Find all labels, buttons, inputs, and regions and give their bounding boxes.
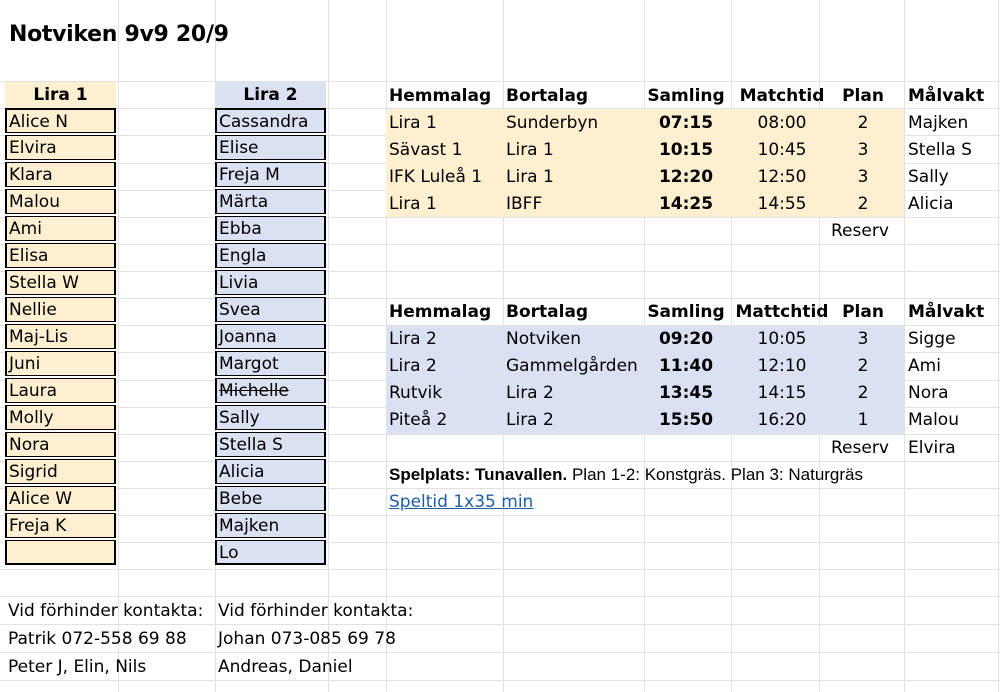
- playtime-link[interactable]: Speltid 1x35 min: [389, 492, 534, 512]
- col-keeper[interactable]: Målvakt: [908, 302, 985, 322]
- team1-header[interactable]: Lira 1: [5, 82, 116, 108]
- team1-reserve-label[interactable]: Reserv: [831, 221, 889, 241]
- venue-details: Plan 1-2: Konstgräs. Plan 3: Naturgräs: [567, 465, 863, 484]
- contact-right-person[interactable]: Johan 073-085 69 78: [218, 629, 396, 649]
- away-team-cell[interactable]: Lira 1: [506, 140, 554, 160]
- gather-time-cell[interactable]: 09:20: [658, 329, 714, 349]
- home-team-cell[interactable]: Lira 2: [389, 329, 437, 349]
- away-team-cell[interactable]: Sunderbyn: [506, 113, 599, 133]
- keeper-cell[interactable]: Nora: [908, 383, 949, 403]
- match-time-cell[interactable]: 12:10: [757, 356, 807, 376]
- keeper-cell[interactable]: Ami: [908, 356, 941, 376]
- team1-player-cell[interactable]: Nora: [5, 432, 116, 457]
- team2-roster: [215, 82, 326, 567]
- team1-player-cell[interactable]: Elisa: [5, 243, 116, 268]
- away-team-cell[interactable]: Lira 2: [506, 383, 554, 403]
- pitch-cell[interactable]: 2: [857, 194, 869, 214]
- team1-roster: [5, 82, 116, 567]
- team2-player-cell[interactable]: Freja M: [215, 162, 326, 187]
- contact-right-others[interactable]: Andreas, Daniel: [218, 657, 353, 677]
- gather-time-cell[interactable]: 07:15: [658, 113, 714, 133]
- match-time-cell[interactable]: 16:20: [757, 410, 807, 430]
- away-team-cell[interactable]: Notviken: [506, 329, 582, 349]
- pitch-cell[interactable]: 2: [857, 383, 869, 403]
- team2-player-cell[interactable]: Ebba: [215, 216, 326, 241]
- pitch-cell[interactable]: 3: [857, 167, 869, 187]
- team2-player-cell[interactable]: Livia: [215, 270, 326, 295]
- col-home[interactable]: Hemmalag: [389, 86, 492, 106]
- sheet-title[interactable]: Notviken 9v9 20/9: [9, 22, 229, 47]
- col-keeper[interactable]: Målvakt: [908, 86, 985, 106]
- home-team-cell[interactable]: Lira 2: [389, 356, 437, 376]
- home-team-cell[interactable]: Lira 1: [389, 113, 437, 133]
- away-team-cell[interactable]: Lira 2: [506, 410, 554, 430]
- team2-player-cell[interactable]: Sally: [215, 405, 326, 430]
- team2-player-cell[interactable]: Bebe: [215, 486, 326, 511]
- team2-player-cell[interactable]: Michelle: [215, 378, 326, 403]
- col-matchtime[interactable]: Matchtid: [739, 86, 825, 106]
- gather-time-cell[interactable]: 11:40: [658, 356, 714, 376]
- venue-info[interactable]: [389, 465, 863, 485]
- team1-player-cell[interactable]: Juni: [5, 351, 116, 376]
- keeper-cell[interactable]: Majken: [908, 113, 969, 133]
- away-team-cell[interactable]: Gammelgården: [506, 356, 638, 376]
- team2-player-cell[interactable]: Joanna: [215, 324, 326, 349]
- keeper-cell[interactable]: Stella S: [908, 140, 972, 160]
- pitch-cell[interactable]: 1: [857, 410, 869, 430]
- keeper-cell[interactable]: Sigge: [908, 329, 956, 349]
- venue-name: Spelplats: Tunavallen.: [389, 465, 568, 484]
- match-time-cell[interactable]: 08:00: [757, 113, 807, 133]
- team2-player-cell[interactable]: Margot: [215, 351, 326, 376]
- gather-time-cell[interactable]: 15:50: [658, 410, 714, 430]
- team2-player-cell[interactable]: Cassandra: [215, 108, 326, 133]
- team1-player-cell[interactable]: Alice N: [5, 108, 116, 133]
- team1-player-cell[interactable]: Nellie: [5, 297, 116, 322]
- gather-time-cell[interactable]: 10:15: [658, 140, 714, 160]
- col-gather[interactable]: Samling: [647, 86, 725, 106]
- team1-player-cell[interactable]: Maj-Lis: [5, 324, 116, 349]
- pitch-cell[interactable]: 3: [857, 140, 869, 160]
- match-time-cell[interactable]: 12:50: [757, 167, 807, 187]
- team2-reserve-name[interactable]: Elvira: [908, 438, 956, 458]
- team1-player-cell[interactable]: Laura: [5, 378, 116, 403]
- keeper-cell[interactable]: Malou: [908, 410, 959, 430]
- col-away[interactable]: Bortalag: [506, 86, 589, 106]
- team2-list: [215, 108, 326, 565]
- team1-player-cell[interactable]: Stella W: [5, 270, 116, 295]
- team2-player-cell[interactable]: Märta: [215, 189, 326, 214]
- pitch-cell[interactable]: 2: [857, 356, 869, 376]
- home-team-cell[interactable]: Piteå 2: [389, 410, 448, 430]
- team2-player-cell[interactable]: Svea: [215, 297, 326, 322]
- team1-list: [5, 108, 116, 565]
- team1-player-cell[interactable]: Sigrid: [5, 459, 116, 484]
- team1-player-cell[interactable]: Klara: [5, 162, 116, 187]
- home-team-cell[interactable]: Lira 1: [389, 194, 437, 214]
- team1-player-cell[interactable]: [5, 540, 116, 565]
- match-time-cell[interactable]: 10:45: [757, 140, 807, 160]
- contact-left-others[interactable]: Peter J, Elin, Nils: [8, 657, 147, 677]
- contact-left-label[interactable]: Vid förhinder kontakta:: [8, 601, 204, 621]
- team2-player-cell[interactable]: Lo: [215, 540, 326, 565]
- col-home[interactable]: Hemmalag: [389, 302, 492, 322]
- away-team-cell[interactable]: Lira 1: [506, 167, 554, 187]
- gather-time-cell[interactable]: 13:45: [658, 383, 714, 403]
- gather-time-cell[interactable]: 14:25: [658, 194, 714, 214]
- home-team-cell[interactable]: Rutvik: [389, 383, 443, 403]
- team2-player-cell[interactable]: Alicia: [215, 459, 326, 484]
- keeper-cell[interactable]: Sally: [908, 167, 949, 187]
- gather-time-cell[interactable]: 12:20: [658, 167, 714, 187]
- col-gather[interactable]: Samling: [647, 302, 725, 322]
- match-time-cell[interactable]: 14:15: [757, 383, 807, 403]
- team2-player-cell[interactable]: Stella S: [215, 432, 326, 457]
- pitch-cell[interactable]: 2: [857, 113, 869, 133]
- team2-reserve-label[interactable]: Reserv: [831, 438, 889, 458]
- match-time-cell[interactable]: 14:55: [757, 194, 807, 214]
- home-team-cell[interactable]: Sävast 1: [389, 140, 463, 160]
- team2-player-cell[interactable]: Elise: [215, 135, 326, 160]
- team2-player-cell[interactable]: Majken: [215, 513, 326, 538]
- contact-right-label[interactable]: Vid förhinder kontakta:: [218, 601, 414, 621]
- team2-player-cell[interactable]: Engla: [215, 243, 326, 268]
- pitch-cell[interactable]: 3: [857, 329, 869, 349]
- team1-player-cell[interactable]: Alice W: [5, 486, 116, 511]
- col-away[interactable]: Bortalag: [506, 302, 589, 322]
- team1-player-cell[interactable]: Freja K: [5, 513, 116, 538]
- home-team-cell[interactable]: IFK Luleå 1: [389, 167, 483, 187]
- contact-left-person[interactable]: Patrik 072-558 69 88: [8, 629, 187, 649]
- keeper-cell[interactable]: Alicia: [908, 194, 954, 214]
- col-matchtime[interactable]: Mattchtid: [735, 302, 829, 322]
- team1-player-cell[interactable]: Malou: [5, 189, 116, 214]
- team1-player-cell[interactable]: Molly: [5, 405, 116, 430]
- match-time-cell[interactable]: 10:05: [757, 329, 807, 349]
- col-pitch[interactable]: Plan: [842, 86, 884, 106]
- col-pitch[interactable]: Plan: [842, 302, 884, 322]
- away-team-cell[interactable]: IBFF: [506, 194, 543, 214]
- team1-player-cell[interactable]: Ami: [5, 216, 116, 241]
- team2-header[interactable]: Lira 2: [215, 82, 326, 108]
- team1-player-cell[interactable]: Elvira: [5, 135, 116, 160]
